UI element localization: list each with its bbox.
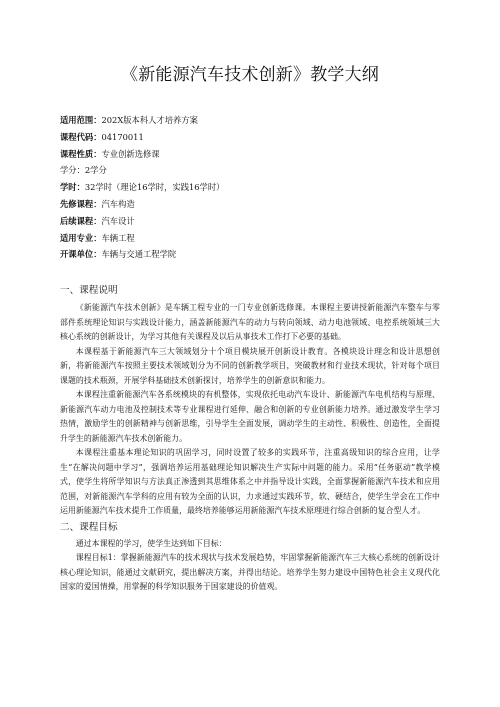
meta-label: 先修课程： (60, 198, 102, 209)
section-heading-course-objectives: 二、课程目标 (60, 521, 118, 533)
meta-value: 车辆与交通工程学院 (101, 249, 177, 260)
meta-label: 开课单位： (60, 249, 102, 260)
meta-credits (60, 164, 440, 176)
meta-course-code (60, 131, 440, 143)
course-meta-list (60, 114, 440, 260)
meta-value: 汽车设计 (101, 215, 135, 226)
meta-value: 32学时（理论16学时，实践16学时） (84, 182, 225, 193)
meta-label: 学时： (60, 182, 85, 193)
section-heading-course-description: 一、课程说明 (60, 285, 118, 297)
meta-follow-up (60, 215, 440, 227)
meta-value: 专业创新选修课 (101, 148, 160, 159)
meta-value: 202X版本科人才培养方案 (101, 115, 198, 125)
meta-label: 适用专业： (60, 232, 102, 243)
paragraph: 本课程基于新能源汽车三大领域划分十个项目模块展开创新设计教育。各模块设计理念和设计思想创新，将新能源汽车按照主要技术领域划分为不同的创新教学项目，突破教材和行业技术现状，针对每个项目课题的技术瓶颈，开展学科基础技术创新探讨，培养学生的创新意识和能力。 (60, 346, 440, 385)
meta-value: 04170011 (101, 131, 144, 142)
document-title: 《新能源汽车技术创新》教学大纲 (121, 65, 379, 85)
paragraph: 通过本课程的学习，使学生达到如下目标： (75, 538, 227, 548)
meta-value: 汽车构造 (101, 198, 135, 209)
meta-value: 2学分 (84, 165, 107, 176)
paragraph: 本课程注重基本理论知识的巩固学习，同时设置了较多的实践环节，注重高级知识的综合应用，让学生“在解决问题中学习”，强调培养运用基础理论知识解决生产实际中问题的能力。采用“任务驱动”教学模式，使学生将所学知识与方法真正渗透到其思维体系之中并指导设计实践，全面掌握新能源汽车技术和应用范围，对新能源汽车学科的应用有较为全面的认识，力求通过实践环节，软、硬结合，使学生学会在工作中运用新能源汽车技术提升工作质量，最终培养能够运用新能源汽车技术原理进行综合创新的复合型人才。 (60, 448, 440, 516)
paragraph: 本课程注重新能源汽车各系统模块的有机整体，实现依托电动汽车设计、新能源汽车电机结构与原理、新能源汽车动力电池及控制技术等专业课程进行延伸、融合和创新的专业创新能力培养。通过激发学生学习热情，激励学生的创新精神与创新思维，引导学生全面发展，调动学生的主动性、积极性、创造性，全面提升学生的新能源汽车技术创新能力。 (60, 390, 440, 443)
meta-value: 车辆工程 (101, 232, 135, 243)
meta-label: 课程代码： (60, 131, 102, 142)
meta-course-nature (60, 148, 440, 160)
meta-label: 课程性质： (60, 148, 102, 159)
meta-label: 后续课程： (60, 215, 102, 226)
paragraph: 课程目标1：掌握新能源汽车的技术现状与技术发展趋势，牢固掌握新能源汽车三大核心系统的创新设计核心理论知识，能通过文献研究，提出解决方案，并得出结论。培养学生努力建设中国特色社会主义现代化国家的爱国情操，用掌握的科学知识服务于国家建设的价值观。 (60, 553, 440, 592)
meta-department (60, 248, 440, 260)
meta-major (60, 232, 440, 244)
paragraph: 《新能源汽车技术创新》是车辆工程专业的一门专业创新选修课。本课程主要讲授新能源汽车整车与零部件系统理论知识与实践设计能力，涵盖新能源汽车的动力与转向领域、动力电池领域、电控系统领域三大核心系统的创新设计，为学习其他有关课程及以后从事技术工作打下必要的基础。 (60, 303, 440, 342)
meta-label: 适用范围： (60, 115, 102, 125)
meta-label: 学分： (60, 165, 85, 176)
meta-hours (60, 181, 440, 193)
meta-scope (60, 114, 440, 126)
meta-prerequisite (60, 198, 440, 210)
